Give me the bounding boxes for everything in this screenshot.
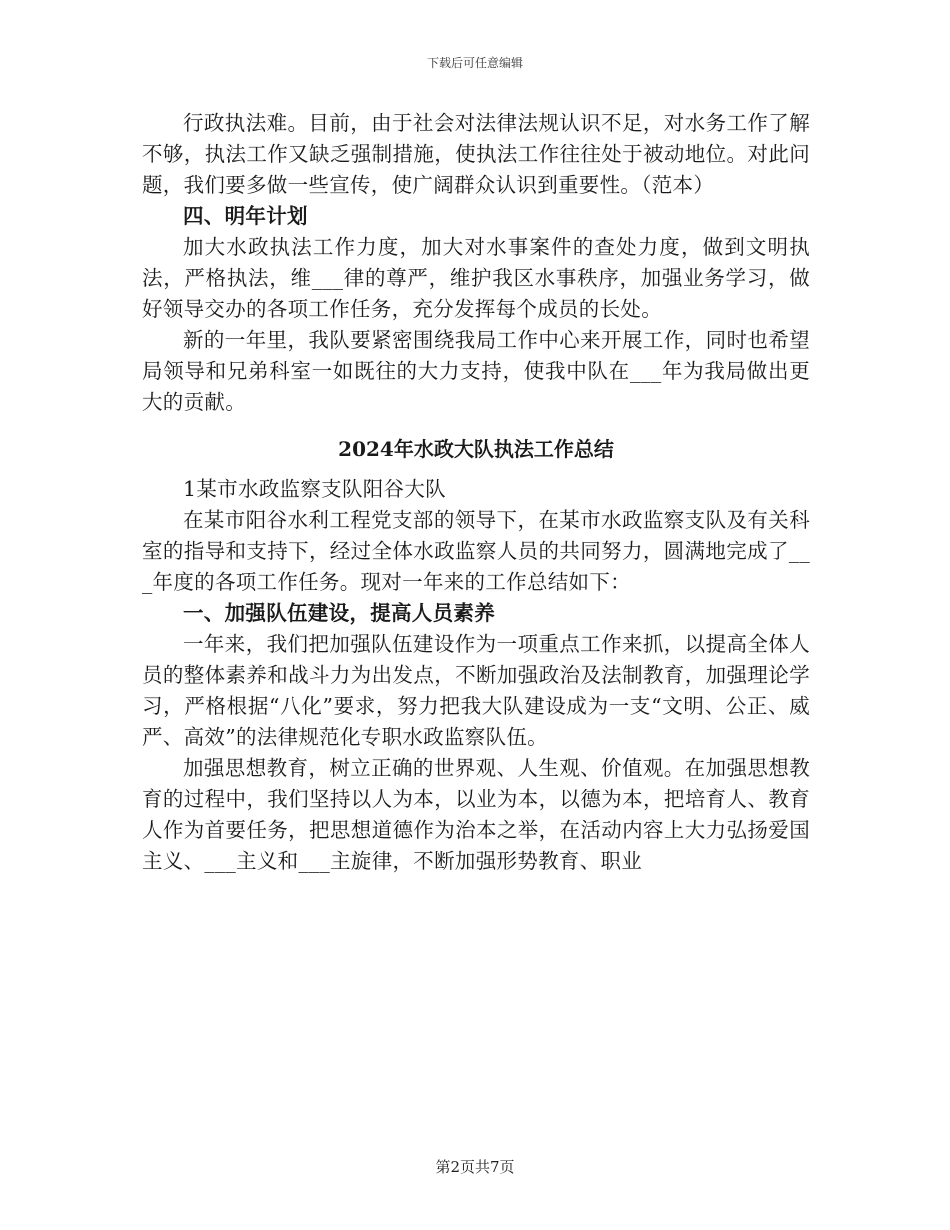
document-body	[142, 108, 810, 877]
body-paragraph: 1某市水政监察支队阳谷大队	[183, 477, 446, 501]
body-paragraph: 一年来，我们把加强队伍建设作为一项重点工作来抓，以提高全体人员的整体素养和战斗力为出发点，不断加强政治及法制教育，加强理论学习，严格根据“八化”要求，努力把我大队建设成为一支“文明、公正、威严、高效”的法律规范化专职水政监察队伍。	[142, 632, 810, 749]
body-paragraph: 新的一年里，我队要紧密围绕我局工作中心来开展工作，同时也希望局领导和兄弟科室一如既往的大力支持，使我中队在___年为我局做出更大的贡献。	[142, 328, 810, 414]
body-paragraph: 行政执法难。目前，由于社会对法律法规认识不足，对水务工作了解不够，执法工作又缺乏强制措施，使执法工作往往处于被动地位。对此问题，我们要多做一些宣传，使广阔群众认识到重要性。（范本）	[142, 111, 810, 197]
body-paragraph: 在某市阳谷水利工程党支部的领导下，在某市水政监察支队及有关科室的指导和支持下，经过全体水政监察人员的共同努力，圆满地完成了___年度的各项工作任务。现对一年来的工作总结如下：	[142, 508, 810, 594]
section-heading: 一、加强队伍建设，提高人员素养	[183, 601, 495, 625]
page-footer: 第2页共7页	[435, 1158, 515, 1176]
section-heading: 四、明年计划	[183, 204, 308, 228]
body-paragraph: 加大水政执法工作力度，加大对水事案件的查处力度，做到文明执法，严格执法，维___律的尊严，维护我区水事秩序，加强业务学习，做好领导交办的各项工作任务，充分发挥每个成员的长处。	[142, 235, 810, 321]
body-paragraph: 加强思想教育，树立正确的世界观、人生观、价值观。在加强思想教育的过程中，我们坚持以人为本，以业为本，以德为本，把培育人、教育人作为首要任务，把思想道德作为治本之举，在活动内容上大力弘扬爱国主义、___主义和___主旋律，不断加强形势教育、职业	[142, 756, 810, 873]
paragraphs-top	[142, 108, 810, 418]
page-header: 下载后可任意编辑	[426, 56, 523, 70]
document-title: 2024年水政大队执法工作总结	[338, 437, 614, 461]
paragraphs-bottom	[142, 474, 810, 877]
